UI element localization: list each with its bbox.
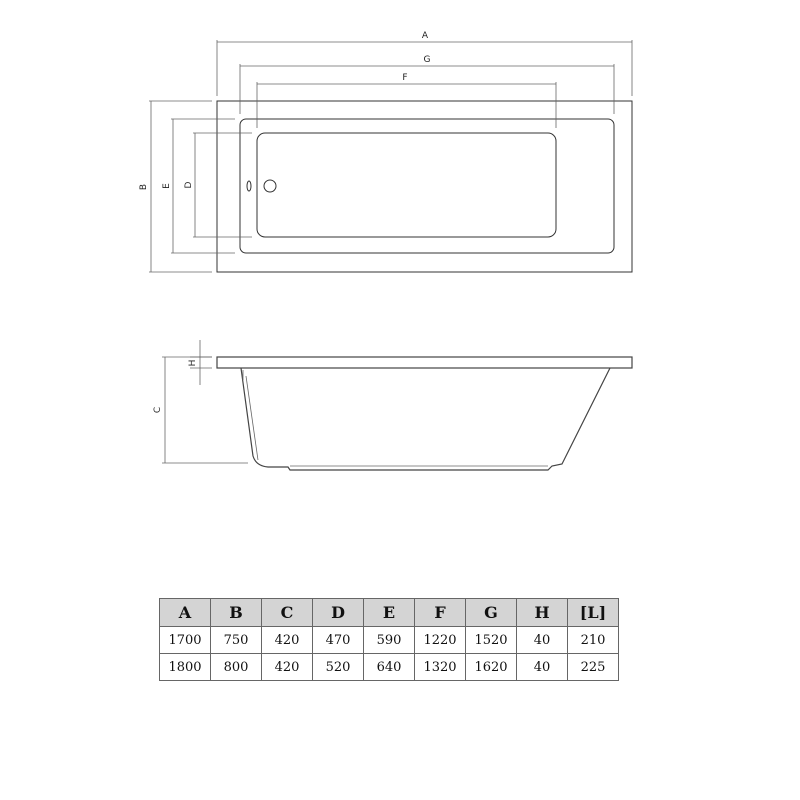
- dimensions-table: [159, 598, 619, 681]
- table-cell: 1700: [160, 627, 211, 654]
- table-cell: 210: [568, 627, 619, 654]
- header-cell: F: [415, 599, 466, 627]
- dimension-d: [184, 133, 252, 237]
- header-cell: G: [466, 599, 517, 627]
- dimension-e: [162, 119, 235, 253]
- dim-label-a: A: [421, 31, 429, 41]
- table-cell: 1320: [415, 654, 466, 681]
- table-cell: 590: [364, 627, 415, 654]
- side-view: [153, 340, 632, 470]
- overflow-icon: [247, 181, 251, 191]
- table-row: [160, 654, 619, 681]
- dimension-b: [139, 101, 212, 272]
- table-cell: 420: [262, 654, 313, 681]
- dim-label-h: H: [188, 359, 198, 367]
- header-cell: D: [313, 599, 364, 627]
- table-cell: 40: [517, 627, 568, 654]
- table-cell: 800: [211, 654, 262, 681]
- header-cell: E: [364, 599, 415, 627]
- header-cell: C: [262, 599, 313, 627]
- dim-label-c: C: [153, 406, 163, 414]
- dimension-g: [240, 55, 614, 114]
- header-cell: H: [517, 599, 568, 627]
- header-cell: [L]: [568, 599, 619, 627]
- table-cell: 750: [211, 627, 262, 654]
- dim-label-g: G: [423, 55, 431, 65]
- table-cell: 470: [313, 627, 364, 654]
- table-header-row: [160, 599, 619, 627]
- table-cell: 40: [517, 654, 568, 681]
- top-view: [139, 31, 632, 272]
- tub-rim-side: [217, 357, 632, 368]
- dim-label-d: D: [184, 181, 194, 189]
- dim-label-f: F: [402, 73, 408, 83]
- header-cell: B: [211, 599, 262, 627]
- table-cell: 520: [313, 654, 364, 681]
- drain-icon: [264, 180, 276, 192]
- table-cell: 1620: [466, 654, 517, 681]
- table-cell: 1220: [415, 627, 466, 654]
- tub-inner-rim: [240, 119, 614, 253]
- dim-label-e: E: [162, 183, 172, 189]
- tub-body-side: [241, 368, 610, 470]
- table-cell: 640: [364, 654, 415, 681]
- table-row: [160, 627, 619, 654]
- dim-label-b: B: [139, 183, 149, 191]
- table-cell: 420: [262, 627, 313, 654]
- dimension-h: [188, 340, 212, 385]
- dimension-c: [153, 357, 248, 463]
- table-cell: 225: [568, 654, 619, 681]
- table-cell: 1800: [160, 654, 211, 681]
- header-cell: A: [160, 599, 211, 627]
- tub-outer-rim: [217, 101, 632, 272]
- table-cell: 1520: [466, 627, 517, 654]
- tub-basin: [257, 133, 556, 237]
